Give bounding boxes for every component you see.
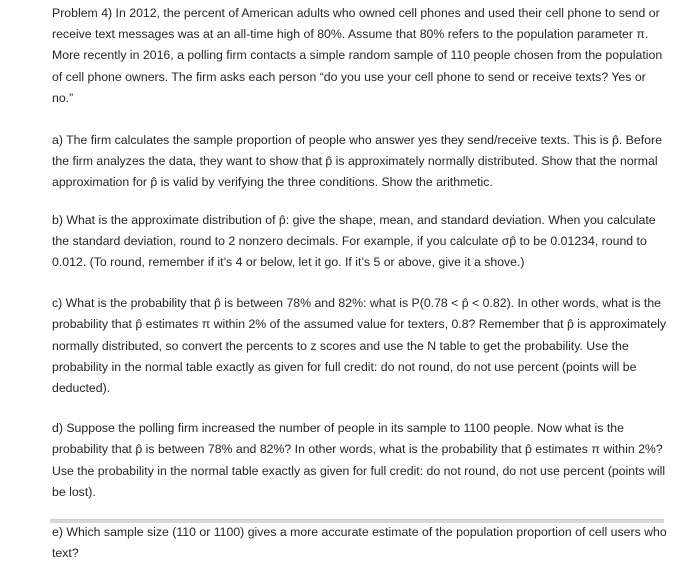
bottom-divider [50,519,664,523]
part-a: a) The firm calculates the sample proportion of people who answer yes they send/receive texts. This is p̂. Before the firm analyzes the data, they want to show that p̂ is approximately normally distributed. Show that the normal approximation for p̂ is valid by verifying the three conditions. Show the arithmetic. [52,133,662,190]
part-c: c) What is the probability that p̂ is between 78% and 82%: what is P(0.78 < p̂ < 0.82). In other words, what is the probability that p̂ estimates π within 2% of the assumed value for texters, 0.8? Remember that p̂ is approximately normally distributed, so convert the percents to z scores and use the N table to get the probability. Use the probability in the normal table exactly as given for full credit: do not round, do not use percent (points will be deducted). [52,296,667,396]
part-b: b) What is the approximate distribution of p̂: give the shape, mean, and standard deviation. When you calculate the standard deviation, round to 2 nonzero decimals. For example, if you calculate σp̂ to be 0.01234, round to 0.012. (To round, remember if it’s 4 or below, let it go. If it’s 5 or above, give it a shove.) [52,212,656,270]
problem-intro: Problem 4) In 2012, the percent of American adults who owned cell phones and used their cell phone to send or receive text messages was at an all-time high of 80%. Assume that 80% refers to the population parameter π. More recently in 2016, a polling firm contacts a simple random sample of 110 people chosen from the population of cell phone owners. The firm asks each person “do you use your cell phone to send or receive texts? Yes or no.” [52,6,663,105]
part-e: e) Which sample size (110 or 1100) gives a more accurate estimate of the population proportion of cell users who text? [52,525,667,561]
part-d: d) Suppose the polling firm increased the number of people in its sample to 1100 people. Now what is the probability that p̂ is between 78% and 82%? In other words, what is the probability that p̂ estimates π within 2%? Use the probability in the normal table exactly as given for full credit: do not round, do not use percent (points will be lost). [52,421,666,499]
